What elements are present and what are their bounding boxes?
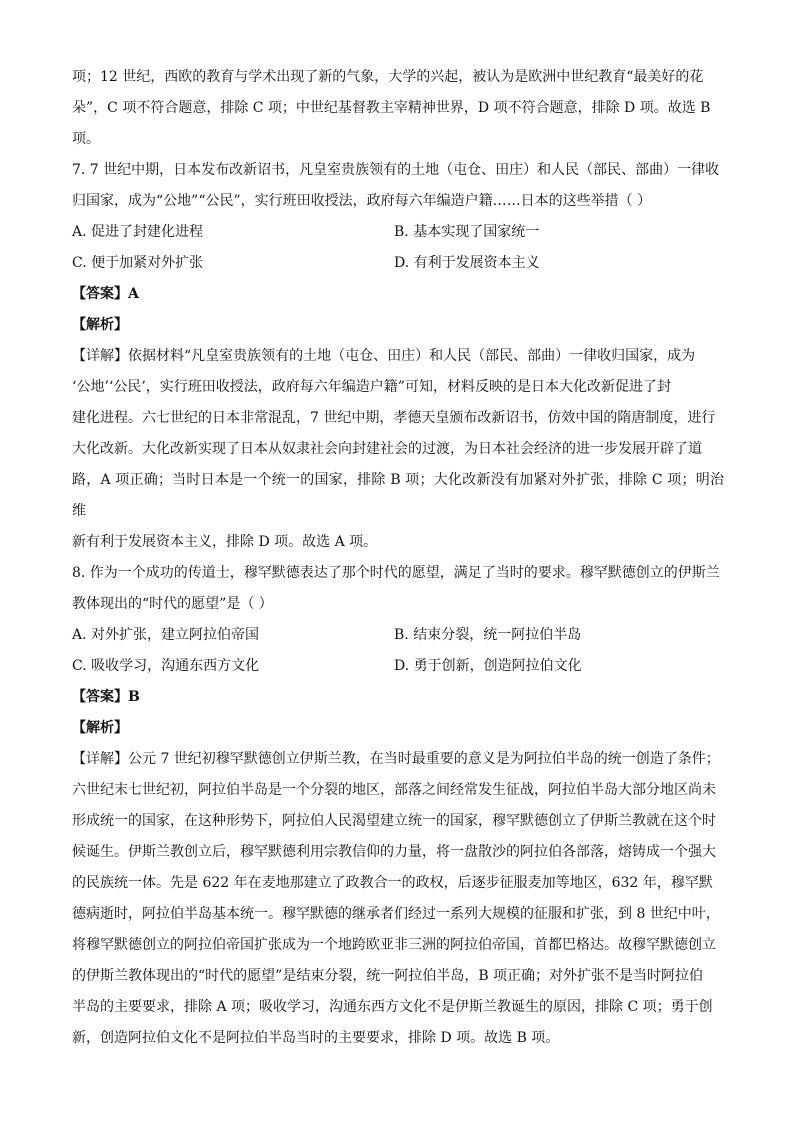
- question-7-option-a: A. 促进了封建化进程: [72, 224, 204, 240]
- question-8-detail: 新，创造阿拉伯文化不是阿拉伯半岛当时的主要要求，排除 D 项。故选 B 项。: [72, 1030, 560, 1046]
- question-8-option-b: B. 结束分裂，统一阿拉伯半岛: [394, 627, 582, 643]
- question-7-detail: 路，A 项正确；当时日本是一个统一的国家，排除 B 项；大化改新没有加紧对外扩张，排除 C 项；明治维: [72, 472, 724, 519]
- question-7-detail: 大化改新。大化改新实现了日本从奴隶社会向封建社会的过渡，为日本社会经济的进一步发展开辟了道: [72, 441, 702, 457]
- intro-line: 朵”，C 项不符合题意，排除 C 项；中世纪基督教主宰精神世界，D 项不符合题意，排除 D 项。故选 B: [72, 100, 711, 116]
- question-8-detail: 的伊斯兰教体现出的“时代的愿望”是结束分裂，统一阿拉伯半岛，B 项正确；对外扩张不是当时阿拉伯: [72, 968, 704, 984]
- question-7-detail: 新有利于发展资本主义，排除 D 项。故选 A 项。: [72, 534, 378, 550]
- question-7-analysis-label: 【解析】: [72, 317, 128, 333]
- question-8-detail: 形成统一的国家，在这种形势下，阿拉伯人民渴望建立统一的国家，穆罕默德创立了伊斯兰教就在这个时: [72, 813, 716, 829]
- question-7-answer: 【答案】A: [72, 286, 139, 302]
- question-8-analysis-label: 【解析】: [72, 720, 128, 736]
- question-7-stem: 7. 7 世纪中期，日本发布改新诏书，凡皇室贵族领有的土地（屯仓、田庄）和人民（部民、部曲）一律收: [72, 162, 720, 178]
- question-7-option-c: C. 便于加紧对外扩张: [72, 255, 204, 271]
- question-8-detail: 半岛的主要要求，排除 A 项；吸收学习，沟通东西方文化不是伊斯兰教诞生的原因，排除 C 项；勇于创: [72, 999, 713, 1015]
- question-8-detail: 将穆罕默德创立的阿拉伯帝国扩张成为一个地跨欧亚非三洲的阿拉伯帝国，首都巴格达。故穆罕默德创立: [72, 937, 716, 953]
- document-page: [72, 62, 724, 1054]
- question-8-detail: 德病逝时，阿拉伯半岛基本统一。穆罕默德的继承者们经过一系列大规模的征服和扩张，到 8 世纪中叶，: [72, 906, 720, 922]
- question-7-options-row: [72, 248, 724, 279]
- question-8-answer: 【答案】B: [72, 689, 140, 705]
- question-7-option-d: D. 有利于发展资本主义: [394, 255, 540, 271]
- question-8-stem: 教体现出的“时代的愿望”是（ ）: [72, 596, 273, 612]
- question-8-option-c: C. 吸收学习，沟通东西方文化: [72, 658, 260, 674]
- question-8-detail: 【详解】公元 7 世纪初穆罕默德创立伊斯兰教，在当时最重要的意义是为阿拉伯半岛的统一创造了条件；: [72, 751, 720, 767]
- question-8-options-row: [72, 620, 724, 651]
- question-7-detail: ‘公地’‘公民’，实行班田收授法，政府每六年编造户籍”可知，材料反映的是日本大化改新促进了封: [72, 379, 671, 395]
- question-8-detail: 的民族统一体。先是 622 年在麦地那建立了政教合一的政权，后逐步征服麦加等地区，632 年，穆罕默: [72, 875, 713, 891]
- question-7-stem: 归国家，成为“公地”“公民”，实行班田收授法，政府每六年编造户籍……日本的这些举措（ ）: [72, 193, 652, 209]
- question-8-options-row: [72, 651, 724, 682]
- question-7-detail: 【详解】依据材料“凡皇室贵族领有的土地（屯仓、田庄）和人民（部民、部曲）一律收归国家，成为: [72, 348, 696, 364]
- question-7-detail: 建化进程。六七世纪的日本非常混乱，7 世纪中期，孝德天皇颁布改新诏书，仿效中国的隋唐制度，进行: [72, 410, 716, 426]
- question-8-stem: 8. 作为一个成功的传道士，穆罕默德表达了那个时代的愿望，满足了当时的要求。穆罕默德创立的伊斯兰: [72, 565, 720, 581]
- question-7-options-row: [72, 217, 724, 248]
- question-8-option-a: A. 对外扩张，建立阿拉伯帝国: [72, 627, 260, 643]
- question-8-detail: 候诞生。伊斯兰教创立后，穆罕默德利用宗教信仰的力量，将一盘散沙的阿拉伯各部落，熔铸成一个强大: [72, 844, 716, 860]
- question-7-option-b: B. 基本实现了国家统一: [394, 224, 540, 240]
- intro-line: 项。: [72, 131, 100, 147]
- question-8-detail: 六世纪末七世纪初，阿拉伯半岛是一个分裂的地区，部落之间经常发生征战，阿拉伯半岛大部分地区尚未: [72, 782, 716, 798]
- intro-line: 项；12 世纪，西欧的教育与学术出现了新的气象，大学的兴起，被认为是欧洲中世纪教育“最美好的花: [72, 69, 704, 85]
- question-8-option-d: D. 勇于创新，创造阿拉伯文化: [394, 658, 582, 674]
